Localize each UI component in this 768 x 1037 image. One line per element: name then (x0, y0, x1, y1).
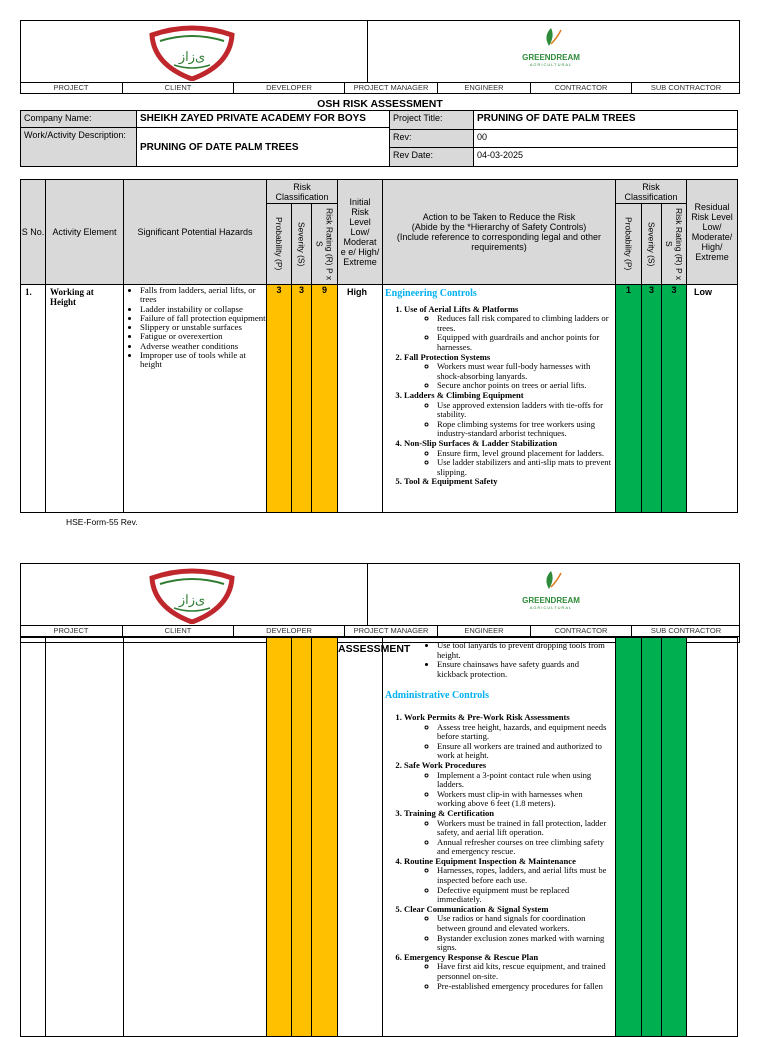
work-label: Work/Activity Description: (20, 127, 137, 167)
control-item (404, 305, 612, 353)
contractor-logo (513, 567, 589, 610)
svg-text:ﻯﺯﺍﺯ: ﻯﺯﺍﺯ (178, 50, 206, 65)
control-title: Use of Aerial Lifts & Platforms (404, 303, 519, 314)
brand-tagline: AGRICULTURAL (529, 605, 573, 610)
control-item (404, 353, 612, 391)
control-bullet: ◦ Bystander exclusion zones marked with warning signs. (437, 934, 612, 953)
control-title: Clear Communication & Signal System (404, 903, 549, 914)
th-severity (291, 203, 312, 285)
footer-form: HSE-Form-55 Rev. (66, 517, 138, 526)
th-action (382, 179, 616, 285)
control-bullet: ◦ Use ladder stabilizers and anti-slip mats to prevent slipping. (437, 458, 612, 477)
hazard-item: • Failure of fall protection equipment (140, 314, 266, 323)
role-engineer: ENGINEER (464, 626, 504, 635)
role-developer: DEVELOPER (266, 626, 312, 635)
control-item (404, 391, 612, 439)
th-initial: Initial Risk Level Low/ Moderat e e/ High/ Extreme (337, 179, 383, 285)
hazard-item: • Falls from ladders, aerial lifts, or trees (140, 286, 266, 305)
control-bullet: ◦ Secure anchor points on trees or aerial lifts. (437, 381, 612, 391)
th-r-severity (641, 203, 662, 285)
th-action-line2: (Abide by the *Hierarchy of Safety Controls) (411, 222, 587, 232)
control-bullet: ◦ Annual refresher courses on tree climbing safety and emergency rescue. (437, 838, 612, 857)
svg-text:ﻯﺯﺍﺯ: ﻯﺯﺍﺯ (178, 593, 206, 608)
cell-actions (382, 637, 616, 1037)
th-r-rating-text: Risk Rating (R) P x S (664, 207, 684, 281)
control-title: Safe Work Procedures (404, 759, 487, 770)
hazard-item: • Fatigue or overexertion (140, 332, 266, 341)
th-severity-text: Severity (S) (296, 221, 307, 267)
role-engineer: ENGINEER (464, 83, 504, 92)
th-hazards: Significant Potential Hazards (123, 179, 267, 285)
role-sub-contractor: SUB CONTRACTOR (650, 626, 722, 635)
cell-hazards (123, 637, 267, 1037)
company-label: Company Name: (20, 110, 137, 128)
control-title: Non-Slip Surfaces & Ladder Stabilization (404, 437, 558, 448)
control-item (404, 761, 612, 809)
control-bullet: ◦ Ensure firm, level ground placement for ladders. (437, 449, 612, 459)
engineering-title: Engineering Controls (385, 288, 477, 299)
rev-date-value: 04-03-2025 (473, 147, 738, 167)
action-continued (385, 641, 612, 991)
cell-r-probability: 1 (615, 284, 642, 513)
control-item (404, 953, 612, 991)
th-r-probability-text: Probability (P) (623, 217, 634, 271)
control-bullet: • Ensure chainsaws have safety guards and kickback protection. (437, 660, 612, 679)
rev-label: Rev: (389, 129, 474, 148)
hazard-item: • Improper use of tools while at height (140, 351, 266, 370)
control-bullet: ◦ Have first aid kits, rescue equipment, and trained personnel on-site. (437, 962, 612, 981)
client-logo (146, 25, 238, 81)
th-r-rating (661, 203, 687, 285)
control-title: Ladders & Climbing Equipment (404, 389, 524, 400)
cell-sno (20, 637, 46, 1037)
control-title: Fall Protection Systems (404, 351, 491, 362)
control-bullet: ◦ Workers must clip-in with harnesses when working above 6 feet (1.8 meters). (437, 790, 612, 809)
hazard-item: • Adverse weather conditions (140, 342, 266, 351)
control-item (404, 439, 612, 477)
cell-probability (266, 637, 292, 1037)
cell-severity: 3 (291, 284, 312, 513)
contractor-logo (513, 24, 589, 67)
row-sno: 1. (25, 287, 32, 297)
control-bullet: ◦ Equipped with guardrails and anchor points for harnesses. (437, 333, 612, 352)
cell-r-probability (615, 637, 642, 1037)
role-project-manager: PROJECT MANAGER (353, 626, 429, 635)
cell-r-rating: 3 (661, 284, 687, 513)
control-item (404, 857, 612, 905)
cell-activity (45, 284, 124, 513)
th-action-line3: (Include reference to corresponding legal and other requirements) (396, 232, 602, 252)
control-item (404, 477, 612, 487)
control-bullet: • Use tool lanyards to prevent dropping tools from height. (437, 641, 612, 660)
control-bullet: ◦ Rope climbing systems for tree workers using industry-standard arborist techniques. (437, 420, 612, 439)
cell-actions (382, 284, 616, 513)
control-bullet: ◦ Implement a 3-point contact rule when using ladders. (437, 771, 612, 790)
control-title: Emergency Response & Rescue Plan (404, 951, 539, 962)
th-rating (311, 203, 338, 285)
company-value: SHEIKH ZAYED PRIVATE ACADEMY FOR BOYS (136, 110, 390, 128)
role-developer: DEVELOPER (266, 83, 312, 92)
control-title: Tool & Equipment Safety (404, 476, 498, 487)
continued-bullets (385, 641, 612, 679)
brand-tagline: AGRICULTURAL (529, 62, 573, 67)
brand-green: GREENDREAM (522, 53, 580, 62)
cell-probability: 3 (266, 284, 292, 513)
control-bullet: ◦ Assess tree height, hazards, and equipment needs before starting. (437, 723, 612, 742)
hazard-item: • Ladder instability or collapse (140, 305, 266, 314)
control-title: Training & Certification (404, 807, 495, 818)
overlap-title-fragment: ASSESSMENT (338, 643, 411, 655)
th-residual: Residual Risk Level Low/ Moderate/ High/ Extreme (686, 179, 738, 285)
control-bullet: ◦ Use radios or hand signals for coordination between ground and elevated workers. (437, 914, 612, 933)
initial-level: High (347, 287, 367, 297)
header-divider (367, 20, 368, 82)
cell-r-rating (661, 637, 687, 1037)
role-sub-contractor: SUB CONTRACTOR (650, 83, 722, 92)
role-project: PROJECT (53, 83, 89, 92)
control-item (404, 713, 612, 761)
control-bullet: ◦ Ensure all workers are trained and authorized to work at height. (437, 742, 612, 761)
client-logo (146, 568, 238, 624)
control-bullet: ◦ Use approved extension ladders with tie-offs for stability. (437, 401, 612, 420)
administrative-title: Administrative Controls (385, 690, 489, 702)
cell-hazards (123, 284, 267, 513)
control-bullet: ◦ Reduces fall risk compared to climbing ladders or trees. (437, 314, 612, 333)
th-risk-class: Risk Classification (266, 179, 338, 204)
th-probability (266, 203, 292, 285)
control-bullet: ◦ Harnesses, ropes, ladders, and aerial lifts must be inspected before each use. (437, 866, 612, 885)
th-activity: Activity Element (45, 179, 124, 285)
role-contractor: CONTRACTOR (554, 626, 608, 635)
engineering-list (385, 305, 612, 487)
cell-sno (20, 284, 46, 513)
th-r-severity-text: Severity (S) (646, 221, 657, 267)
control-item (404, 809, 612, 857)
th-action-line1: Action to be Taken to Reduce the Risk (422, 212, 576, 222)
hazard-list (124, 286, 266, 370)
role-client: CLIENT (164, 83, 192, 92)
th-residual-class: Risk Classification (615, 179, 687, 204)
role-project-manager: PROJECT MANAGER (353, 83, 429, 92)
cell-rating: 9 (311, 284, 338, 513)
th-r-probability (615, 203, 642, 285)
doc-title: OSH RISK ASSESSMENT (317, 98, 443, 110)
control-bullet: ◦ Workers must be trained in fall protection, ladder safety, and aerial lift operation. (437, 819, 612, 838)
control-bullet: ◦ Defective equipment must be replaced immediately. (437, 886, 612, 905)
rev-date-label: Rev Date: (389, 147, 474, 167)
role-client: CLIENT (164, 626, 192, 635)
hazard-item: • Slippery or unstable surfaces (140, 323, 266, 332)
cell-severity (291, 637, 312, 1037)
residual-level: Low (694, 287, 712, 297)
role-contractor: CONTRACTOR (554, 83, 608, 92)
project-title-label: Project Title: (389, 110, 474, 130)
control-title: Routine Equipment Inspection & Maintenance (404, 855, 576, 866)
control-item (404, 905, 612, 953)
rev-value: 00 (473, 129, 738, 148)
work-value: PRUNING OF DATE PALM TREES (136, 127, 390, 167)
project-title-value: PRUNING OF DATE PALM TREES (473, 110, 738, 130)
brand-green: GREENDREAM (522, 596, 580, 605)
th-rating-text: Risk Rating (R) P x S (314, 207, 335, 281)
cell-rating (311, 637, 338, 1037)
header-divider (367, 563, 368, 625)
administrative-list (385, 713, 612, 991)
th-sno: S No. (20, 179, 46, 285)
engineering-controls (385, 289, 612, 487)
cell-activity (45, 637, 124, 1037)
role-project: PROJECT (53, 626, 89, 635)
row-activity: Working at Height (50, 287, 94, 307)
cell-r-severity (641, 637, 662, 1037)
cell-residual (686, 637, 738, 1037)
cell-residual (686, 284, 738, 513)
control-bullet: ◦ Workers must wear full-body harnesses with shock-absorbing lanyards. (437, 362, 612, 381)
control-bullet: ◦ Pre-established emergency procedures for fallen (437, 982, 612, 992)
th-probability-text: Probability (P) (274, 217, 284, 271)
control-title: Work Permits & Pre-Work Risk Assessments (404, 711, 570, 722)
cell-initial (337, 284, 383, 513)
cell-initial (337, 637, 383, 1037)
cell-r-severity: 3 (641, 284, 662, 513)
